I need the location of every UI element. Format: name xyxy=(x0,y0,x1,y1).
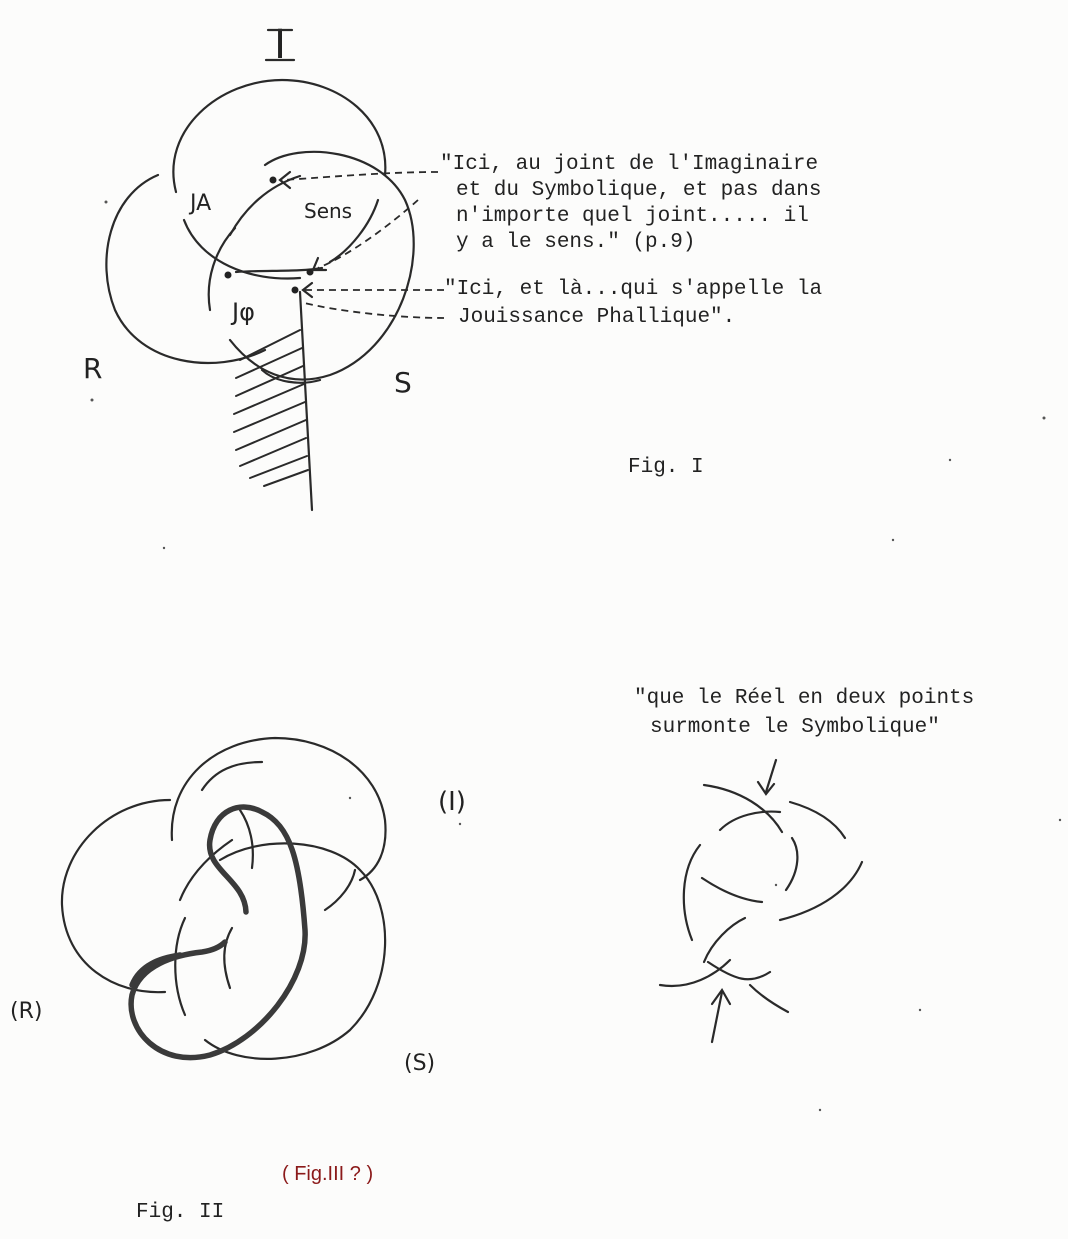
dot-phallic xyxy=(292,287,299,294)
dot-left xyxy=(225,272,232,279)
fig2-knot xyxy=(62,738,386,1059)
thick-strand xyxy=(131,807,305,1058)
fig3-note: ( Fig.III ? ) xyxy=(282,1163,374,1185)
fig1-label-R: R xyxy=(83,352,103,385)
svg-text:y a le sens." (p.9): y a le sens." (p.9) xyxy=(456,231,696,254)
paper-speckles xyxy=(91,201,1062,1112)
hatching xyxy=(234,330,308,486)
svg-text:et du Symbolique, et pas dans: et du Symbolique, et pas dans xyxy=(456,179,822,202)
svg-text:Jouissance Phallique".: Jouissance Phallique". xyxy=(458,306,736,329)
fig1-label-sens: Sens xyxy=(304,199,353,223)
svg-text:"Ici, et là...qui s'appelle la: "Ici, et là...qui s'appelle la xyxy=(444,278,823,301)
svg-text:n'importe quel joint..... il: n'importe quel joint..... il xyxy=(456,205,809,228)
fig1-label-I: I xyxy=(274,22,286,68)
fig1-quote1 xyxy=(440,153,821,254)
svg-text:surmonte le Symbolique": surmonte le Symbolique" xyxy=(650,716,940,739)
fig2-label-S: (S) xyxy=(404,1051,436,1076)
fig1-caption: Fig. I xyxy=(628,456,704,479)
arrow-bottom xyxy=(712,992,722,1042)
ring-symbolic xyxy=(230,152,414,380)
fig1-knot xyxy=(106,80,444,510)
arrow-to-sens xyxy=(282,172,438,180)
fig2-quote xyxy=(634,687,974,739)
fig1-label-JA: JA xyxy=(190,191,212,216)
small-knot xyxy=(660,760,862,1042)
fig2-label-I: (I) xyxy=(438,787,466,817)
ring-real xyxy=(106,175,265,363)
svg-text:"que le Réel en deux points: "que le Réel en deux points xyxy=(634,687,975,710)
fig2-caption: Fig. II xyxy=(136,1201,225,1224)
dot-sens xyxy=(270,177,277,184)
svg-text:"Ici, au joint de l'Imaginaire: "Ici, au joint de l'Imaginaire xyxy=(440,153,819,176)
ring2-imaginary xyxy=(172,738,386,880)
fig1-quote2 xyxy=(444,278,822,329)
arrow-lower xyxy=(300,302,444,318)
vertical-line xyxy=(300,292,312,510)
fig1-label-S: S xyxy=(394,366,412,399)
fig1-label-jphi: Jφ xyxy=(232,298,255,326)
ring2-symbolic xyxy=(205,843,385,1059)
fig2-label-R: (R) xyxy=(10,999,43,1024)
